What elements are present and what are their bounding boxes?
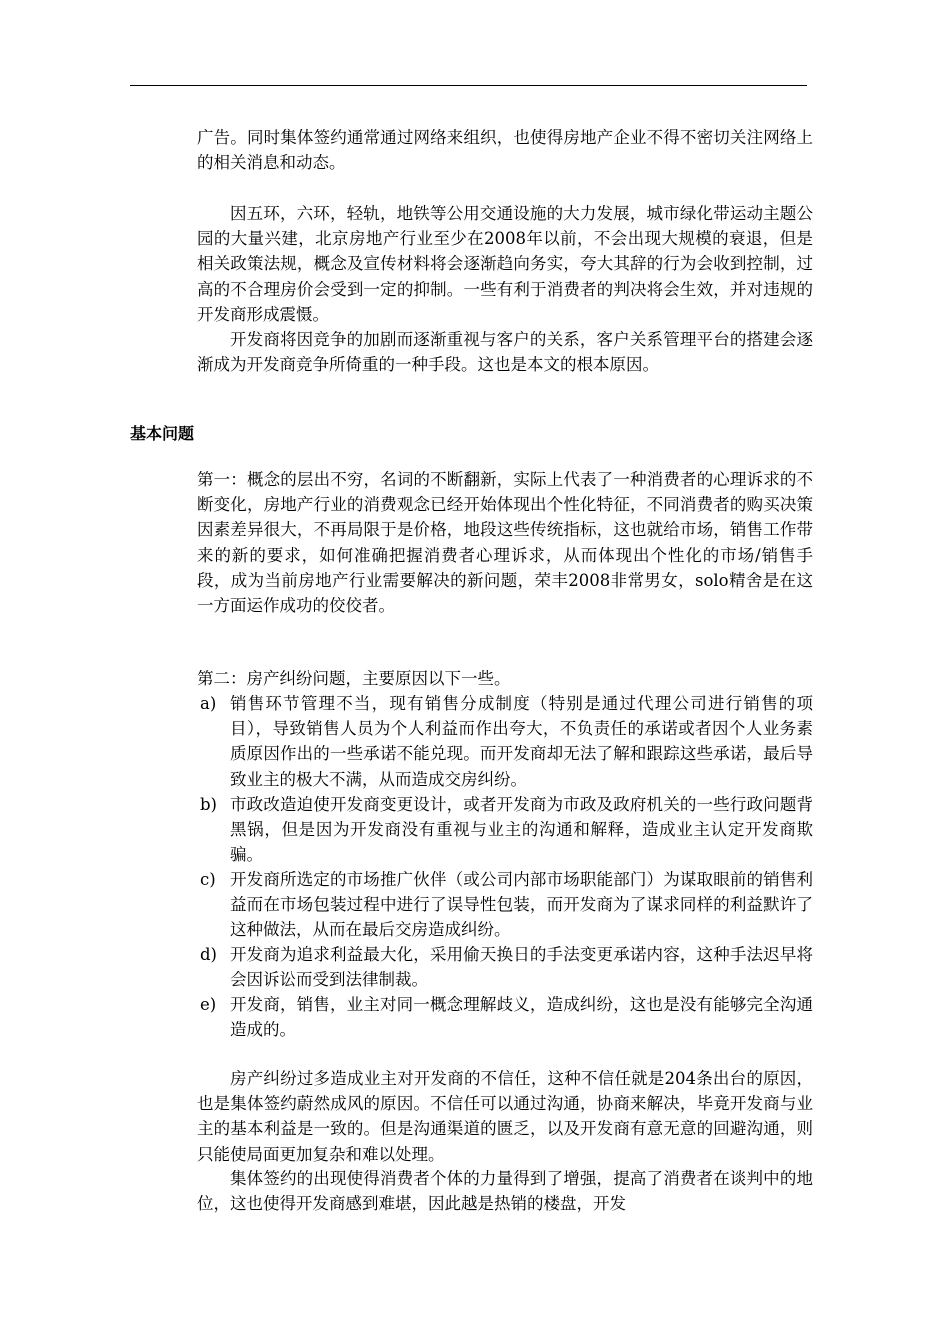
- paragraph-crm-reason: 开发商将因竞争的加剧而逐渐重视与客户的关系，客户关系管理平台的搭建会逐渐成为开发商竞争所倚重的一种手段。这也是本文的根本原因。: [197, 330, 813, 375]
- list-marker: d): [200, 945, 217, 964]
- header-rule: [130, 85, 807, 86]
- list-item-text: 市政改造迫使开发商变更设计，或者开发商为市政及政府机关的一些行政问题背黑锅，但是因为开发商没有重视与业主的沟通和解释，造成业主认定开发商欺骗。: [230, 795, 813, 865]
- list-item: [197, 867, 813, 943]
- list-item: [197, 691, 813, 792]
- list-marker: a): [200, 694, 217, 713]
- list-marker: e): [200, 995, 217, 1014]
- paragraph-market-outlook: 因五环，六环，轻轨，地铁等公用交通设施的大力发展，城市绿化带运动主题公园的大量兴建，北京房地产行业至少在2008年以前，不会出现大规模的衰退，但是相关政策法规，概念及宣传材料将会逐渐趋向务实，夸大其辞的行为会收到控制，过高的不合理房价会受到一定的抑制。一些有利于消费者的判决将会生效，并对违规的开发商形成震慑。: [197, 204, 813, 324]
- section-heading: 基本问题: [130, 424, 195, 443]
- list-item: [197, 792, 813, 868]
- list-marker: b): [200, 795, 217, 814]
- list-marker: c): [200, 870, 216, 889]
- paragraph-intro-continuation: 广告。同时集体签约通常通过网络来组织，也使得房地产企业不得不密切关注网络上的相关消息和动态。: [197, 128, 813, 173]
- list-item: [197, 942, 813, 992]
- list-item-text: 开发商为追求利益最大化，采用偷天换日的手法变更承诺内容，这种手法迟早将会因诉讼而受到法律制裁。: [230, 945, 813, 990]
- list-item: [197, 992, 813, 1042]
- paragraph-dispute-consequence: 房产纠纷过多造成业主对开发商的不信任，这种不信任就是204条出台的原因，也是集体签约蔚然成风的原因。不信任可以通过沟通，协商来解决，毕竟开发商与业主的基本利益是一致的。但是沟通渠道的匮乏，以及开发商有意无意的回避沟通，则只能使局面更加复杂和难以处理。: [197, 1069, 813, 1164]
- paragraph-second-point-intro: 第二：房产纠纷问题，主要原因以下一些。: [197, 669, 511, 688]
- paragraph-collective-signing: 集体签约的出现使得消费者个体的力量得到了增强，提高了消费者在谈判中的地位，这也使得开发商感到难堪，因此越是热销的楼盘，开发: [197, 1169, 813, 1214]
- list-item-text: 开发商，销售，业主对同一概念理解歧义，造成纠纷，这也是没有能够完全沟通造成的。: [230, 995, 813, 1040]
- paragraph-first-point: 第一：概念的层出不穷，名词的不断翻新，实际上代表了一种消费者的心理诉求的不断变化，房地产行业的消费观念已经开始体现出个性化特征，不同消费者的购买决策因素差异很大，不再局限于是价格，地段这些传统指标，这也就给市场，销售工作带来的新的要求，如何准确把握消费者心理诉求，从而体现出个性化的市场/销售手段，成为当前房地产行业需要解决的新问题，荣丰2008非常男女，solo精舍是在这一方面运作成功的佼佼者。: [197, 470, 813, 616]
- list-item-text: 销售环节管理不当，现有销售分成制度（特别是通过代理公司进行销售的项目），导致销售人员为个人利益而作出夸大，不负责任的承诺或者因个人业务素质原因作出的一些承诺不能兑现。而开发商却无法了解和跟踪这些承诺，最后导致业主的极大不满，从而造成交房纠纷。: [230, 694, 813, 789]
- list-item-text: 开发商所选定的市场推广伙伴（或公司内部市场职能部门）为谋取眼前的销售利益而在市场包装过程中进行了误导性包装，而开发商为了谋求同样的利益默许了这种做法，从而在最后交房造成纠纷。: [230, 870, 813, 940]
